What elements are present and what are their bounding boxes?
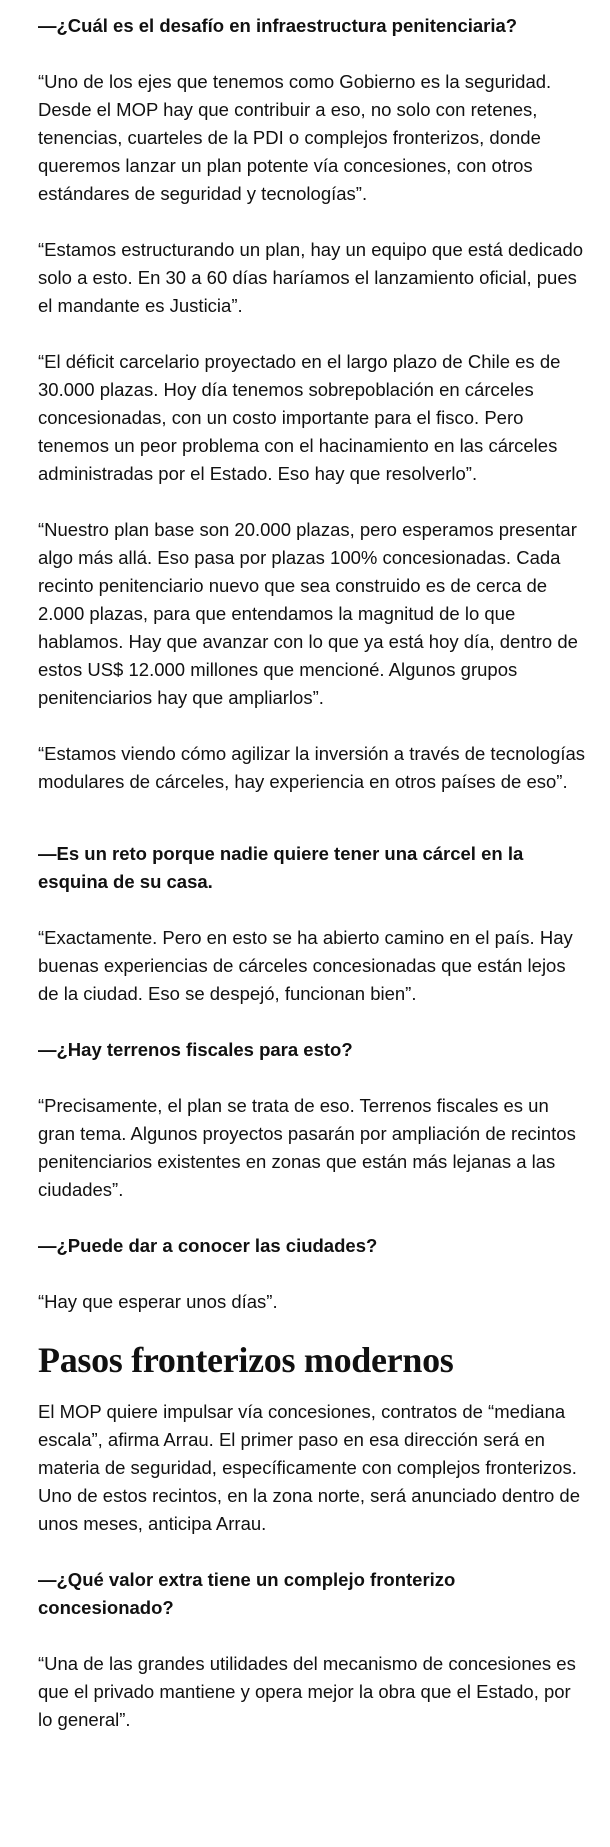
interview-question: —¿Cuál es el desafío en infraestructura penitenciaria?	[38, 15, 518, 36]
article-body	[38, 12, 586, 1762]
body-paragraph: El MOP quiere impulsar vía concesiones, contratos de “mediana escala”, afirma Arrau. El primer paso en esa dirección será en materia de seguridad, específicamente con complejos fronterizos. Uno de estos recintos, en la zona norte, será anunciado dentro de unos meses, anticipa Arrau.	[38, 1401, 580, 1534]
interview-question: —Es un reto porque nadie quiere tener una cárcel en la esquina de su casa.	[38, 843, 524, 892]
interview-answer: “Hay que esperar unos días”.	[38, 1291, 278, 1312]
interview-answer: “Uno de los ejes que tenemos como Gobierno es la seguridad. Desde el MOP hay que contribuir a eso, no solo con retenes, tenencias, cuarteles de la PDI o complejos fronterizos, donde queremos lanzar un plan potente vía concesiones, con otros estándares de seguridad y tecnologías”.	[38, 71, 552, 204]
interview-answer: “Estamos viendo cómo agilizar la inversión a través de tecnologías modulares de cárceles, hay experiencia en otros países de eso”.	[38, 743, 586, 792]
section-heading: Pasos fronterizos modernos	[38, 1340, 454, 1380]
interview-answer: “Nuestro plan base son 20.000 plazas, pero esperamos presentar algo más allá. Eso pasa por plazas 100% concesionadas. Cada recinto penitenciario nuevo que sea construido es de cerca de 2.000 plazas, para que entendamos la magnitud de lo que hablamos. Hay que avanzar con lo que ya está hoy día, dentro de estos US$ 12.000 millones que mencioné. Algunos grupos penitenciarios hay que ampliarlos”.	[38, 519, 578, 708]
interview-answer: “Estamos estructurando un plan, hay un equipo que está dedicado solo a esto. En 30 a 60 días haríamos el lanzamiento oficial, pues el mandante es Justicia”.	[38, 239, 584, 316]
interview-answer: “Exactamente. Pero en esto se ha abierto camino en el país. Hay buenas experiencias de cárceles concesionadas que están lejos de la ciudad. Eso se despejó, funcionan bien”.	[38, 927, 573, 1004]
interview-answer: “El déficit carcelario proyectado en el largo plazo de Chile es de 30.000 plazas. Hoy día tenemos sobrepoblación en cárceles concesionadas, con un costo importante para el fisco. Pero tenemos un peor problema con el hacinamiento en las cárceles administradas por el Estado. Eso hay que resolverlo”.	[38, 351, 561, 484]
interview-question: —¿Qué valor extra tiene un complejo fronterizo concesionado?	[38, 1569, 456, 1618]
interview-answer: “Una de las grandes utilidades del mecanismo de concesiones es que el privado mantiene y opera mejor la obra que el Estado, por lo general”.	[38, 1653, 576, 1730]
interview-question: —¿Puede dar a conocer las ciudades?	[38, 1235, 378, 1256]
interview-answer: “Precisamente, el plan se trata de eso. Terrenos fiscales es un gran tema. Algunos proyectos pasarán por ampliación de recintos penitenciarios existentes en zonas que están más lejanas a las ciudades”.	[38, 1095, 576, 1200]
interview-question: —¿Hay terrenos fiscales para esto?	[38, 1039, 353, 1060]
